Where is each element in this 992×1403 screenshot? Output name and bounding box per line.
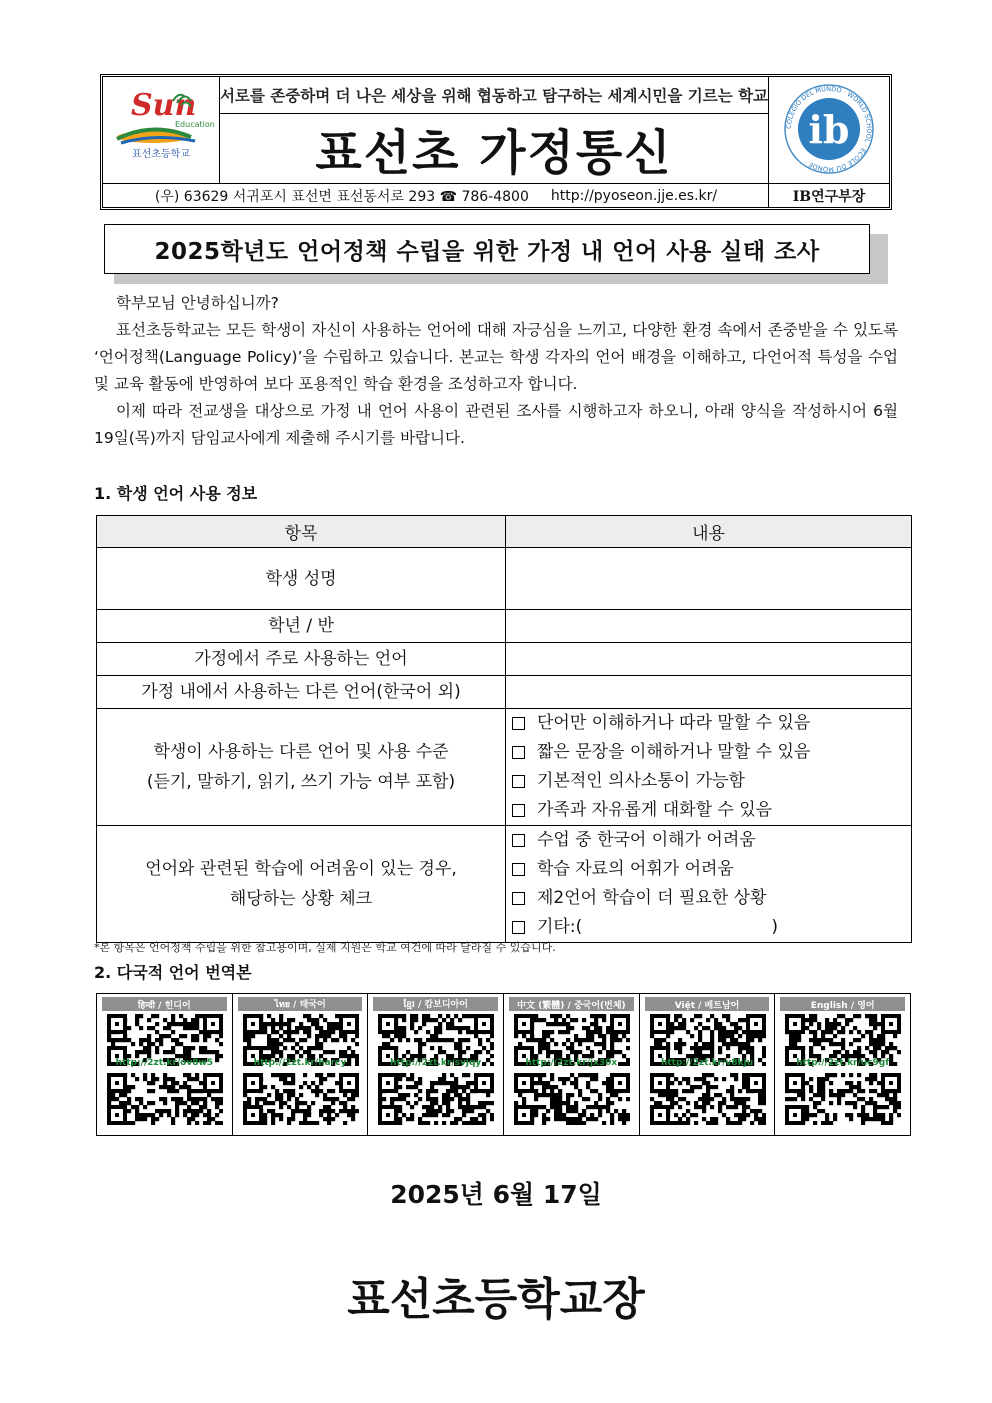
- qr-code-icon[interactable]: [378, 1073, 494, 1125]
- svg-text:Sun: Sun: [131, 88, 197, 123]
- greeting: 학부모님 안녕하십니까?: [116, 294, 279, 312]
- section-1-heading: 1. 학생 언어 사용 정보: [94, 484, 258, 503]
- translation-card-english[interactable]: [775, 994, 910, 1135]
- checkbox[interactable]: [512, 863, 525, 876]
- principal-signature: 표선초등학교장: [347, 1274, 645, 1325]
- school-address: (우) 63629 서귀포시 표선면 표선동서로 293 ☎ 786-4800: [154, 189, 529, 205]
- learning-difficulty-label: [97, 826, 506, 943]
- survey-title: 2025학년도 언어정책 수립을 위한 가정 내 언어 사용 실태 조사: [104, 224, 870, 274]
- level-option[interactable]: 가족과 자유롭게 대화할 수 있음: [512, 796, 911, 825]
- translation-language-label: English / 영어: [780, 997, 905, 1011]
- svg-text:COLEGIO DEL MUNDO · WORLD SCHO: COLEGIO DEL MUNDO · WORLD SCHOOL · ÉCOLE DU MONDE ·: [784, 84, 874, 174]
- grade-class-label: 학년 / 반: [97, 610, 506, 643]
- translation-card-khmer[interactable]: [368, 994, 504, 1135]
- difficulty-option[interactable]: 제2언어 학습이 더 필요한 상황: [512, 884, 911, 913]
- grade-class-field[interactable]: [506, 610, 912, 643]
- translation-url[interactable]: http://2zt.kr/svjqy: [390, 1058, 482, 1068]
- level-option[interactable]: 짧은 문장을 이해하거나 말할 수 있음: [512, 738, 911, 767]
- qr-code-icon[interactable]: [243, 1073, 359, 1125]
- translation-language-label: Việt / 베트남어: [645, 997, 770, 1011]
- ib-logo: [768, 77, 889, 183]
- qr-code-icon[interactable]: [650, 1073, 766, 1125]
- translation-url[interactable]: http://2zt.kr/jx30x: [525, 1058, 618, 1068]
- translation-language-label: ខ្មែរ / 캄보디아어: [373, 997, 498, 1011]
- checkbox[interactable]: [512, 921, 525, 934]
- qr-code-icon[interactable]: [785, 1073, 901, 1125]
- letterhead: [100, 74, 892, 210]
- student-name-field[interactable]: [506, 548, 912, 610]
- translation-language-label: ไทย / 태국어: [238, 997, 363, 1011]
- translation-qr-panel: [96, 993, 911, 1136]
- svg-text:표선초등학교: 표선초등학교: [132, 149, 190, 160]
- language-level-label: [97, 709, 506, 826]
- letter-paragraph-1: 표선초등학교는 모든 학생이 자신이 사용하는 언어에 대해 자긍심을 느끼고, 다양한 환경 속에서 존중받을 수 있도록 ‘언어정책(Language Policy)’을 수립하고 있습니다. 본교는 학생 각자의 언어 배경을 이해하고, 다언어적 특성을 수업 및 교육 활동에 반영하여 보다 포용적인 학습 환경을 조성하고자 합니다.: [94, 321, 898, 393]
- qr-code-icon[interactable]: [514, 1073, 630, 1125]
- other-home-language-label: 가정 내에서 사용하는 다른 언어(한국어 외): [97, 676, 506, 709]
- checkbox[interactable]: [512, 892, 525, 905]
- section-2-heading: 2. 다국적 언어 번역본: [94, 963, 252, 982]
- checkbox[interactable]: [512, 834, 525, 847]
- home-language-label: 가정에서 주로 사용하는 언어: [97, 643, 506, 676]
- table-footnote: *본 항목은 언어정책 수립을 위한 참고용이며, 실제 지원은 학교 여건에 따라 달라질 수 있습니다.: [94, 941, 556, 954]
- translation-card-chinese[interactable]: [504, 994, 640, 1135]
- letter-paragraph-2: 이제 따라 전교생을 대상으로 가정 내 언어 사용이 관련된 조사를 시행하고자 하오니, 아래 양식을 작성하시어 6월 19일(목)까지 담임교사에게 제출해 주시기를 바랍니다.: [94, 402, 898, 447]
- school-website-link[interactable]: http://pyoseon.jje.es.kr/: [550, 188, 718, 204]
- issue-date: 2025년 6월 17일: [390, 1180, 602, 1209]
- column-header-item: 항목: [97, 516, 506, 548]
- letter-body: [94, 290, 898, 452]
- translation-url[interactable]: http://2zt.kr/ov8w5: [115, 1058, 214, 1068]
- home-language-field[interactable]: [506, 643, 912, 676]
- learning-difficulty-label-line-1: 언어와 관련된 학습에 어려움이 있는 경우,: [145, 859, 457, 879]
- school-motto: 서로를 존중하며 더 나은 세상을 위해 협동하고 탐구하는 세계시민을 기르는 학교: [219, 77, 769, 114]
- level-option[interactable]: 단어만 이해하거나 따라 말할 수 있음: [512, 709, 911, 738]
- checkbox[interactable]: [512, 775, 525, 788]
- issuing-department: IB연구부장: [768, 183, 889, 208]
- learning-difficulty-options: [506, 826, 912, 943]
- translation-language-label: हिन्दी / 힌디어: [102, 997, 227, 1011]
- language-level-label-line-2: (듣기, 말하기, 읽기, 쓰기 가능 여부 포함): [146, 772, 456, 792]
- difficulty-option[interactable]: 학습 자료의 어휘가 어려움: [512, 855, 911, 884]
- language-level-label-line-1: 학생이 사용하는 다른 언어 및 사용 수준: [153, 742, 449, 762]
- column-header-content: 내용: [506, 516, 912, 548]
- level-option[interactable]: 기본적인 의사소통이 가능함: [512, 767, 911, 796]
- school-address-row: [103, 183, 769, 208]
- newsletter-title: 표선초 가정통신: [315, 124, 673, 181]
- translation-url[interactable]: http://2zt.kr/v8kju: [660, 1058, 754, 1068]
- translation-card-vietnamese[interactable]: [640, 994, 776, 1135]
- translation-card-hindi[interactable]: [97, 994, 233, 1135]
- svg-text:ib: ib: [808, 107, 850, 152]
- learning-difficulty-label-line-2: 해당하는 상황 체크: [229, 889, 373, 909]
- qr-code-icon[interactable]: [107, 1073, 223, 1125]
- language-level-options: [506, 709, 912, 826]
- checkbox[interactable]: [512, 746, 525, 759]
- translation-card-thai[interactable]: [233, 994, 369, 1135]
- other-home-language-field[interactable]: [506, 676, 912, 709]
- translation-url[interactable]: http://2zt.kr/harcy: [253, 1058, 347, 1068]
- checkbox[interactable]: [512, 717, 525, 730]
- translation-language-label: 中文 (繁體) / 중국어(번체): [509, 997, 634, 1011]
- svg-text:Education: Education: [175, 120, 215, 129]
- language-info-table: [96, 515, 912, 943]
- translation-url[interactable]: http://2zt.kr/uc9gf: [796, 1058, 890, 1068]
- student-name-label: 학생 성명: [97, 548, 506, 610]
- checkbox[interactable]: [512, 804, 525, 817]
- difficulty-option[interactable]: 수업 중 한국어 이해가 어려움: [512, 826, 911, 855]
- school-logo: [103, 77, 220, 183]
- difficulty-option-other[interactable]: 기타:( ): [512, 913, 911, 942]
